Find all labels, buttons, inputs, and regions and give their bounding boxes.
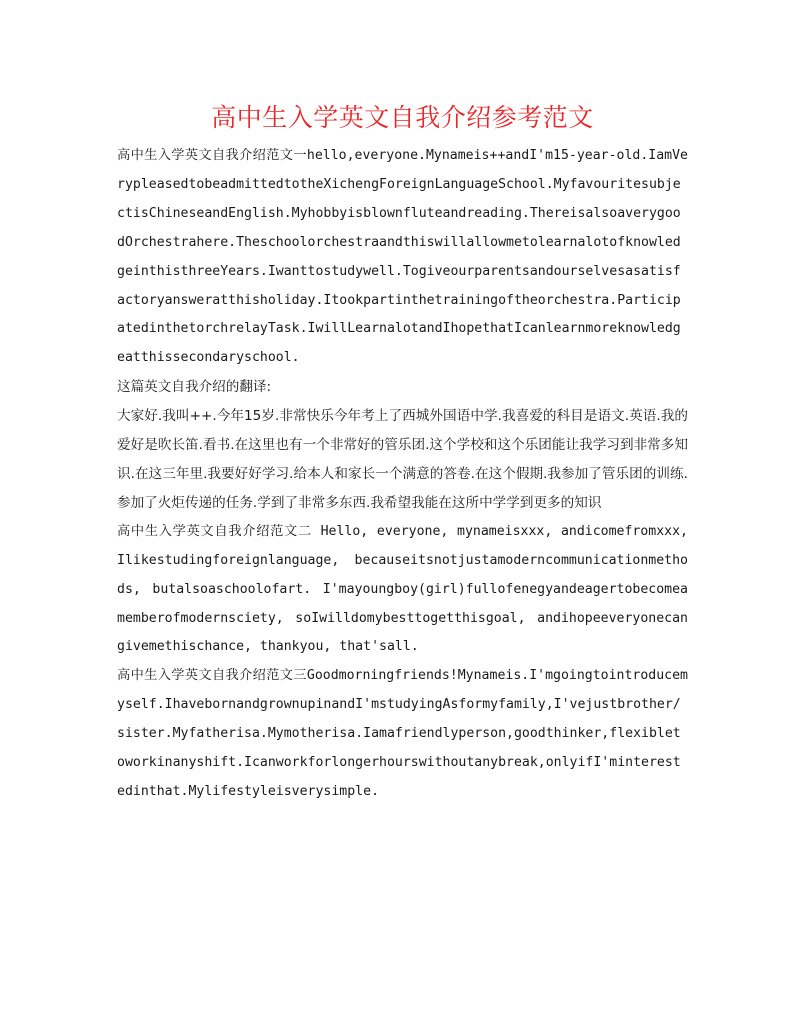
paragraph-sample-one: 高中生入学英文自我介绍范文一hello,everyone.Mynameis++andI'm15-year-old.IamVerypleasedtobeadmittedtotheXichengForeignLanguageSchool.MyfavouritesubjectisChineseandEnglish.Myhobbyisblownfluteandreading.ThereisalsoaverygoodOrchestrahere.TheschoolorchestraandthiswillallowmetolearnalotofknowledgeinthisthreeYears.Iwanttostudywell.Togiveourparentsandourselvesasatisfactoryansweratthisholiday.Itookpartinthetrainingoftheorchestra.ParticipatedinthetorchrelayTask.IwillLearnalotandIhopethatIcanlearnmoreknowledgeatthissecondaryschool. <box>117 148 688 366</box>
document-page <box>117 96 688 807</box>
paragraph-translation-heading: 这篇英文自我介绍的翻译: <box>117 379 272 396</box>
paragraph-sample-two: 高中生入学英文自我介绍范文二 Hello, everyone, mynameisxxx, andicomefromxxx, Ilikestudingforeignlanguage, becauseitsnotjustamoderncommunicationmethods, butalsoaschoolofart. I'mayoungboy(girl)fullofenegyandeagertobecomeamemberofmodernsciety, soIwilldomybesttogetthisgoal, andihopeeveryonecangivemethischance, thankyou, that'sall. <box>117 523 688 655</box>
paragraph-sample-three: 高中生入学英文自我介绍范文三Goodmorningfriends!Mynameis.I'mgoingtointroducemyself.IhavebornandgrownupinandI'mstudyingAsformyfamily,I'vejustbrother/sister.Myfatherisa.Mymotherisa.Iamafriendlyperson,goodthinker,flexibletoworkinanyshift.Icanworkforlongerhourswithoutanybreak,onlyifI'minterestedinthat.Mylifestyleisverysimple. <box>117 668 688 799</box>
document-title: 高中生入学英文自我介绍参考范文 <box>211 103 594 132</box>
paragraph-translation: 大家好.我叫++.今年15岁.非常快乐今年考上了西城外国语中学.我喜爱的科目是语文.英语.我的爱好是吹长笛.看书.在这里也有一个非常好的管乐团.这个学校和这个乐团能让我学习到非常多知识.在这三年里.我要好好学习.给本人和家长一个满意的答卷.在这个假期.我参加了管乐团的训练.参加了火炬传递的任务.学到了非常多东西.我希望我能在这所中学学到更多的知识 <box>117 408 688 511</box>
